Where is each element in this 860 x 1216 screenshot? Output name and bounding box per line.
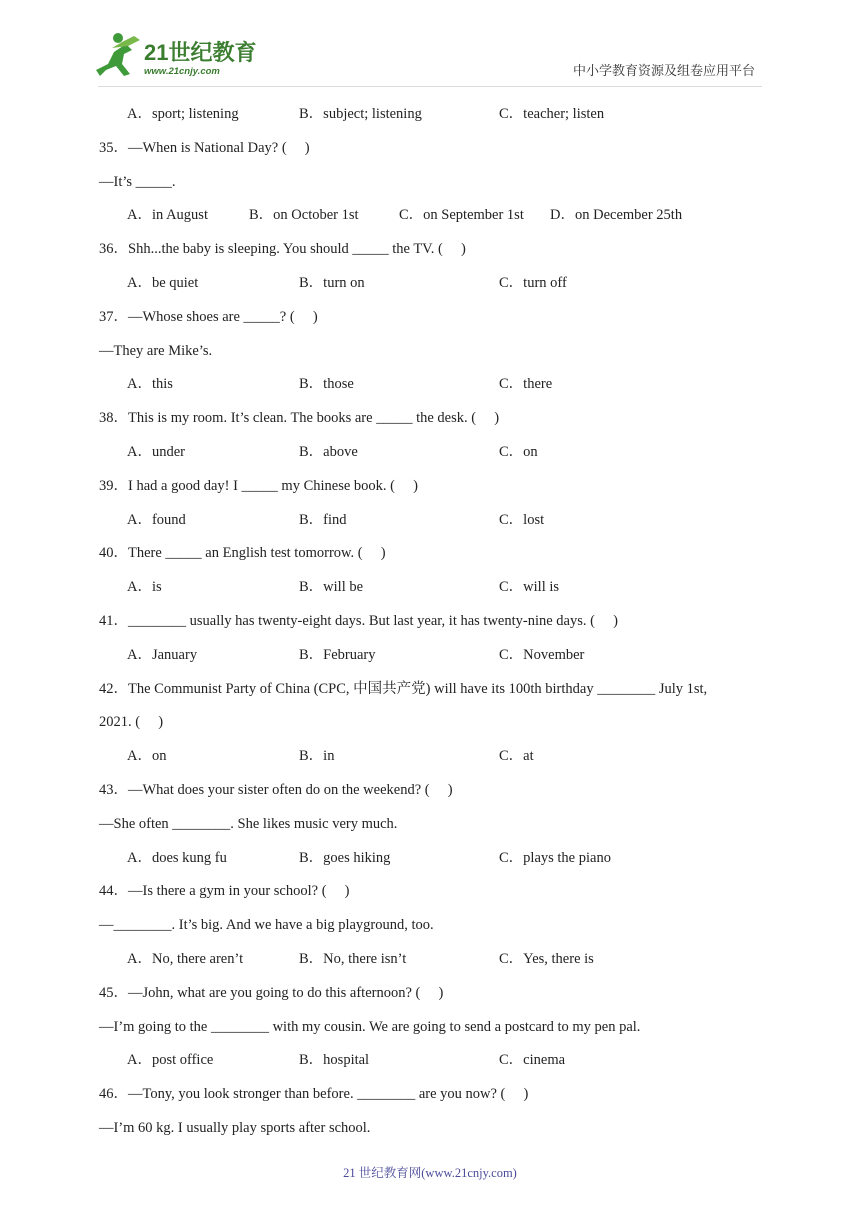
answer-option: A．is — [127, 579, 162, 596]
answer-option: C．turn off — [499, 274, 567, 291]
answer-options — [99, 574, 779, 608]
answer-option: A．found — [127, 511, 186, 528]
logo-url: www.21cnjy.com — [144, 66, 220, 77]
answer-option: B．February — [299, 646, 376, 663]
question-line: —I’m 60 kg. I usually play sports after school. — [99, 1119, 371, 1136]
platform-name: 中小学教育资源及组卷应用平台 — [572, 64, 755, 79]
question-line: 39．I had a good day! I _____ my Chinese book. ( ) — [99, 477, 418, 494]
answer-options — [99, 743, 779, 777]
answer-options — [99, 439, 779, 473]
question-line: 38．This is my room. It’s clean. The books are _____ the desk. ( ) — [99, 410, 500, 427]
answer-option: C．November — [499, 646, 585, 663]
answer-options — [99, 507, 779, 541]
question-line: 37．—Whose shoes are _____? ( ) — [99, 308, 318, 325]
answer-option: C．at — [499, 748, 534, 765]
answer-option: B．above — [299, 443, 358, 460]
answer-options — [99, 642, 779, 676]
page-footer: 21 世纪教育网(www.21cnjy.com) — [343, 1166, 517, 1180]
answer-option: B．goes hiking — [299, 849, 391, 866]
question-line: 2021. ( ) — [99, 714, 164, 731]
answer-option: C．there — [499, 376, 553, 393]
answer-option: A．this — [127, 376, 173, 393]
answer-option: C．on — [499, 443, 538, 460]
answer-option: B．will be — [299, 579, 364, 596]
logo — [92, 30, 262, 80]
answer-option: B．in — [299, 748, 335, 765]
answer-option: C．teacher; listen — [499, 106, 605, 122]
answer-option: A．sport; listening — [127, 106, 239, 122]
answer-options — [99, 946, 779, 980]
answer-options — [99, 202, 779, 236]
answer-option: B．subject; listening — [299, 106, 422, 122]
answer-option: A．be quiet — [127, 274, 199, 291]
question-line: —She often ________. She likes music very much. — [99, 815, 398, 832]
answer-option: C．plays the piano — [499, 849, 611, 866]
answer-option: B．those — [299, 376, 354, 393]
answer-option: B．find — [299, 511, 347, 528]
answer-option: C．lost — [499, 511, 545, 528]
answer-option: C．Yes, there is — [499, 950, 594, 967]
answer-option: A．on — [127, 748, 167, 765]
question-line: 41．________ usually has twenty-eight days. But last year, it has twenty-nine days. ( ) — [99, 612, 618, 629]
question-line: 46．—Tony, you look stronger than before. ________ are you now? ( ) — [99, 1086, 529, 1103]
question-line: 40．There _____ an English test tomorrow. ( ) — [99, 545, 386, 562]
answer-options — [99, 1047, 779, 1081]
question-line: 35．—When is National Day? ( ) — [99, 139, 310, 156]
answer-option: C．cinema — [499, 1052, 566, 1069]
answer-option: B．turn on — [299, 274, 365, 291]
header-divider — [98, 86, 762, 87]
question-line: 43．—What does your sister often do on the weekend? ( ) — [99, 781, 453, 798]
question-line: —________. It’s big. And we have a big playground, too. — [99, 917, 434, 934]
question-line: 42．The Communist Party of China (CPC, 中国共产党) will have its 100th birthday ________ July 1st, — [99, 680, 708, 697]
answer-option: B．hospital — [299, 1052, 370, 1069]
answer-options — [99, 371, 779, 405]
page-header — [0, 0, 860, 90]
answer-options — [99, 845, 779, 879]
logo-text: 21世纪教育 — [144, 40, 257, 65]
answer-option: B．No, there isn’t — [299, 950, 407, 967]
answer-option: A．under — [127, 443, 185, 460]
answer-option: A．post office — [127, 1052, 214, 1069]
answer-option: A．No, there aren’t — [127, 950, 244, 967]
answer-option: A．does kung fu — [127, 849, 227, 866]
question-line: 44．—Is there a gym in your school? ( ) — [99, 883, 350, 900]
answer-option: A．January — [127, 646, 198, 663]
answer-options — [99, 101, 779, 135]
answer-option: D．on December 25th — [550, 207, 683, 224]
answer-option: C．will is — [499, 579, 560, 596]
runner-icon — [96, 33, 140, 76]
answer-options — [99, 270, 779, 304]
answer-option: B．on October 1st — [249, 207, 359, 224]
question-line: 45．—John, what are you going to do this afternoon? ( ) — [99, 984, 444, 1001]
question-list — [99, 101, 779, 1149]
question-line: —They are Mike’s. — [99, 342, 213, 359]
answer-option: C．on September 1st — [399, 207, 524, 224]
question-line: —I’m going to the ________ with my cousin. We are going to send a postcard to my pen pal. — [99, 1018, 641, 1035]
question-line: —It’s _____. — [99, 173, 176, 190]
answer-option: A．in August — [127, 207, 208, 224]
question-line: 36．Shh...the baby is sleeping. You should _____ the TV. ( ) — [99, 241, 466, 258]
